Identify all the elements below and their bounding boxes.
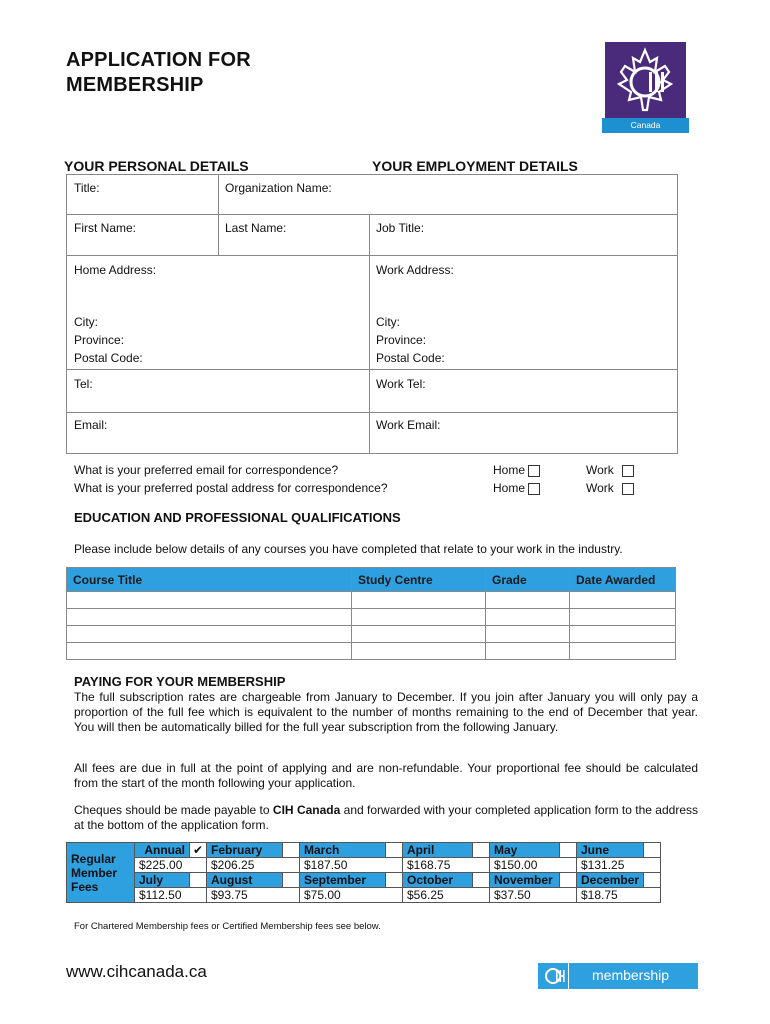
month-april: April: [403, 843, 473, 858]
postal-home-checkbox[interactable]: [528, 483, 540, 495]
education-table-header: [67, 568, 676, 592]
fee-september: $75.00: [300, 888, 403, 903]
work-postal-code-field[interactable]: Postal Code:: [376, 351, 445, 365]
preferred-email-question: What is your preferred email for correspondence?: [74, 463, 339, 477]
email-work-checkbox[interactable]: [622, 465, 634, 477]
first-name-field[interactable]: First Name:: [74, 221, 137, 235]
last-name-field[interactable]: Last Name:: [225, 221, 287, 235]
home-postal-code-field[interactable]: Postal Code:: [74, 351, 143, 365]
col-date-awarded: Date Awarded: [570, 568, 676, 592]
fee-february: $206.25: [207, 858, 300, 873]
table-row: [67, 626, 676, 643]
month-february: February: [207, 843, 283, 858]
cih-logo-icon: [542, 963, 568, 989]
september-checkbox[interactable]: [386, 873, 403, 888]
month-may: May: [490, 843, 560, 858]
fee-may: $150.00: [490, 858, 577, 873]
annual-checkbox[interactable]: ✔: [190, 843, 207, 858]
cih-canada-logo: [605, 42, 686, 133]
title-field[interactable]: Title:: [74, 181, 100, 195]
home-city-field[interactable]: City:: [74, 315, 98, 329]
tel-field[interactable]: Tel:: [74, 377, 93, 391]
email-home-option[interactable]: Home: [493, 463, 540, 477]
month-august: August: [207, 873, 283, 888]
job-title-field[interactable]: Job Title:: [376, 221, 425, 235]
website-link[interactable]: www.cihcanada.ca: [66, 962, 207, 981]
month-july: July: [135, 873, 190, 888]
april-checkbox[interactable]: [473, 843, 490, 858]
month-november: November: [490, 873, 560, 888]
march-checkbox[interactable]: [386, 843, 403, 858]
table-row: [67, 609, 676, 626]
email-work-option[interactable]: Work: [586, 463, 634, 477]
fee-december: $18.75: [577, 888, 661, 903]
postal-home-option[interactable]: Home: [493, 481, 540, 495]
month-june: June: [577, 843, 644, 858]
col-study-centre: Study Centre: [352, 568, 486, 592]
october-checkbox[interactable]: [473, 873, 490, 888]
membership-badge-label: membership: [592, 967, 670, 983]
preferred-postal-question: What is your preferred postal address for correspondence?: [74, 481, 388, 495]
work-address-field[interactable]: Work Address:: [376, 263, 454, 277]
december-checkbox[interactable]: [644, 873, 661, 888]
month-annual: Annual: [135, 843, 190, 858]
fee-july: $112.50: [135, 888, 207, 903]
col-course-title: Course Title: [67, 568, 352, 592]
paying-heading: PAYING FOR YOUR MEMBERSHIP: [74, 674, 286, 689]
month-september: September: [300, 873, 386, 888]
table-row: [67, 643, 676, 660]
month-march: March: [300, 843, 386, 858]
may-checkbox[interactable]: [560, 843, 577, 858]
home-address-field[interactable]: Home Address:: [74, 263, 157, 277]
personal-details-heading: YOUR PERSONAL DETAILS: [64, 158, 249, 174]
employment-details-heading: YOUR EMPLOYMENT DETAILS: [372, 158, 578, 174]
fee-november: $37.50: [490, 888, 577, 903]
page-title: APPLICATION FOR MEMBERSHIP: [66, 49, 251, 96]
paying-paragraph-2: All fees are due in full at the point of applying and are non-refundable. Your proportional fee should be calculated from the start of the month following your application.: [74, 761, 698, 790]
education-intro: Please include below details of any courses you have completed that relate to your work in the industry.: [74, 542, 623, 556]
july-checkbox[interactable]: [190, 873, 207, 888]
fee-august: $93.75: [207, 888, 300, 903]
november-checkbox[interactable]: [560, 873, 577, 888]
august-checkbox[interactable]: [283, 873, 300, 888]
work-email-field[interactable]: Work Email:: [376, 418, 441, 432]
fee-june: $131.25: [577, 858, 661, 873]
work-tel-field[interactable]: Work Tel:: [376, 377, 426, 391]
home-province-field[interactable]: Province:: [74, 333, 125, 347]
cih-maple-leaf-logo-icon: [605, 42, 686, 118]
paying-paragraph-3: Cheques should be made payable to CIH Canada and forwarded with your completed application form to the address at the bottom of the application form.: [74, 803, 698, 832]
regular-member-fees-label: Regular Member Fees: [67, 843, 135, 903]
table-row: [67, 592, 676, 609]
membership-badge: [538, 963, 698, 989]
education-table: [66, 567, 676, 660]
logo-canada-label: Canada: [602, 118, 689, 133]
month-october: October: [403, 873, 473, 888]
work-city-field[interactable]: City:: [376, 315, 400, 329]
postal-work-option[interactable]: Work: [586, 481, 634, 495]
email-field[interactable]: Email:: [74, 418, 108, 432]
fee-october: $56.25: [403, 888, 490, 903]
february-checkbox[interactable]: [283, 843, 300, 858]
postal-work-checkbox[interactable]: [622, 483, 634, 495]
fee-march: $187.50: [300, 858, 403, 873]
education-heading: EDUCATION AND PROFESSIONAL QUALIFICATIONS: [74, 510, 401, 525]
paying-paragraph-1: The full subscription rates are chargeable from January to December. If you join after January you will only pay a proportion of the full fee which is equivalent to the number of months remaining to the end of December that year. You will then be automatically billed for the full year subscription from the following January.: [74, 690, 698, 734]
fee-annual: $225.00: [135, 858, 207, 873]
june-checkbox[interactable]: [644, 843, 661, 858]
col-grade: Grade: [486, 568, 570, 592]
details-form: [66, 174, 678, 454]
organization-name-field[interactable]: Organization Name:: [225, 181, 332, 195]
month-december: December: [577, 873, 644, 888]
work-province-field[interactable]: Province:: [376, 333, 427, 347]
fees-table: [66, 842, 661, 903]
email-home-checkbox[interactable]: [528, 465, 540, 477]
footer-note: For Chartered Membership fees or Certified Membership fees see below.: [74, 921, 381, 932]
fee-april: $168.75: [403, 858, 490, 873]
